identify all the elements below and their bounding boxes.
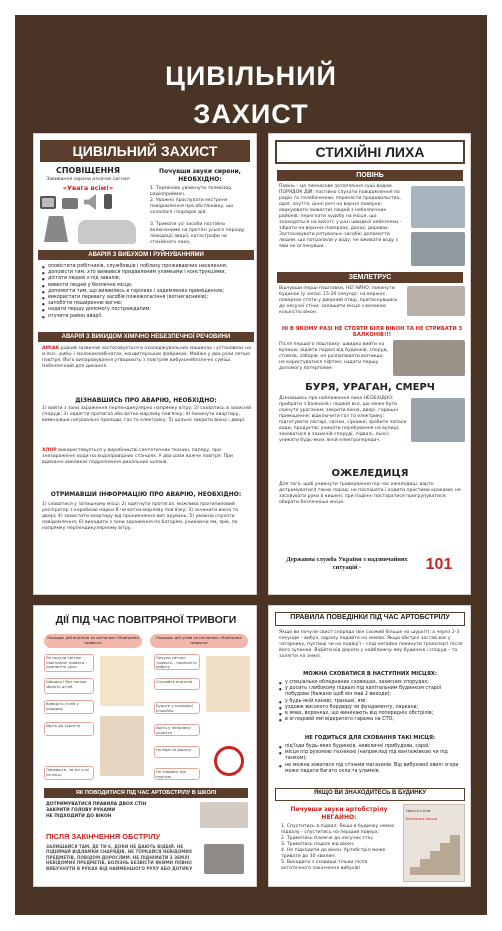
list-item: ● використати перевагу засобів пожежогасіння (вогнегасників);: [42, 295, 252, 301]
list-item: ● надати першу допомогу постраждалим;: [42, 307, 252, 313]
no-shelter-list: [279, 744, 465, 775]
info-title: ОТРИМАВШИ ІНФОРМАЦІЮ ПРО АВАРІЮ, НЕОБХІДНО:: [50, 491, 242, 498]
siren-step-3: 3. Тримати усі засоби постійно включеними на протязі усього періоду ліквідації аварії, катастрофи чи стихійного лиха.: [150, 222, 245, 245]
aware-title: ДІЗНАВШИСЬ ПРО АВАРІЮ, НЕОБХІДНО:: [75, 397, 217, 404]
phone-icon: [104, 194, 112, 209]
school-rule: НЕ ПІДХОДИТИ ДО ВІКОН: [46, 814, 112, 819]
natural-disasters-panel: [268, 133, 471, 595]
chlorine-text: використовується у виробництві синтетичних тканин, паперу, при знезараженні води на водопровідних станціях. У два рази важче повітря. При вдиханні викликає подразнення дихальних шляхів.: [42, 448, 233, 465]
civil-protection-header: ЦИВІЛЬНИЙ ЗАХИСТ: [40, 140, 250, 162]
storm-text: Дізнавшись про наближення лиха НЕОБХІДНО: прибрати з балконів і лоджій все, що може бути скинуто ураганом; закрити вікна, двері, горищні приміщення; відключити газ та електрику; підготувати ліхтарі, свічки, сірники; зробити запаси води, продуктів; уникати перебування на вулиці; заховатися в захисній споруді, підвалі, льосі; уникати будь-яких ліній електропередач.: [279, 396, 407, 443]
school-rules: [46, 802, 196, 820]
siren-step-1: 1. Терміново увімкнути телевізор, радіоприймач.: [150, 186, 233, 197]
student-order-label: Порядок дій учнів за сигналом «Повітряна тривога»: [150, 634, 248, 648]
student-step-6: Не ховайся під партою: [154, 768, 200, 780]
list-item: ● місця під рухомою технікою (наприклад під вантажівкою чи під танком);: [279, 750, 465, 762]
explosion-accident-list: [42, 264, 252, 320]
ammonia-text: рідкий зазвичай застосовується в охолоджувальних машинах і установках на м'ясо-, рибо- і молококомбінатах, кондитерських фабриках. Майже у два рази легше повітря. Його випаровування утворюють з повітрям вибухонебезпечні суміші. Небезпечний для дихання.: [42, 346, 251, 369]
in-building-step-5: 5. Виходити з сховища тільки після остаточного закінчення вибухів!: [281, 860, 368, 871]
title-line-2: ЗАХИСТ: [193, 99, 309, 129]
storm-title: БУРЯ, УРАГАН, СМЕРЧ: [305, 382, 435, 393]
loudspeaker-icon: [84, 194, 96, 210]
chlorine-paragraph: [42, 448, 252, 466]
teacher-step-5: Перевірте, чи всі учні на місці: [44, 766, 94, 780]
school-rule: ДОТРИМУВАТИСЯ ПРАВИЛА ДВОХ СТІН: [46, 802, 147, 807]
chemical-accident-bar: АВАРІЯ З ВИКИДОМ ХІМІЧНО НЕБЕЗПЕЧНОЇ РЕЧОВИНИ: [38, 332, 254, 342]
siren-instructions-title: Почувши звуки сирени, НЕОБХІДНО:: [159, 168, 241, 183]
title-line-1: ЦИВІЛЬНИЙ: [165, 61, 337, 91]
school-shelling-bar: ЯК ПОВОДИТИСЯ ПІД ЧАС АРТОБСТРІЛУ В ШКОЛІ: [44, 788, 248, 798]
student-step-3: Будьте у коридорі спокійно: [154, 702, 200, 714]
class-illustration: [100, 716, 144, 776]
siren-step-2: 2. Уважно прослухати екстрене повідомлення про обстановку, що склалася і порядок дій.: [150, 198, 234, 215]
building-illustration: [403, 804, 465, 882]
safe-place-label: Безпечне місце: [406, 816, 437, 821]
school-shelling-illustration: [200, 802, 248, 828]
teacher-step-2: Швидко і без паніки зберіть дітей: [44, 678, 94, 694]
warning-call: «Увага всім!»: [62, 184, 114, 192]
shell-fragment-image: [204, 844, 244, 874]
in-building-step-1: 1. Спуститись в підвал. Якщо в будинку немає підвалу - спуститись на перший поверх;: [281, 824, 395, 835]
list-item: ● вивести людей у безпечне місце;: [42, 283, 252, 289]
artillery-intro: Якщо ви почули свист снаряда (він схожий більше на шурхіт), а через 2-3 секунди – вибух, одразу падайте на землю. Якщо обстріл застав вас у чагарнику, пустищі чи на подвір'ї – слід негайно покинути транспорт після його зупинки. Відійти від дороги у найближчу яму будинків і споруд – та залягти на землі.: [279, 630, 463, 659]
page-title: [15, 57, 487, 133]
teacher-order-label: Порядок дій вчителя за сигналом «Повітряна тривога»: [44, 634, 142, 648]
teacher-step-4: Йдіть до укриття: [44, 722, 94, 736]
list-item: ● у досить глибокому підвалі під капітальним будинком старої побудови (бажано щоб він мав 2 виходи);: [279, 686, 465, 698]
school-rule: ЗАКРИТИ ГОЛОВУ РУКАМИ: [46, 808, 116, 813]
air-raid-header: ДІЇ ПІД ЧАС ПОВІТРЯНОЇ ТРИВОГИ: [55, 614, 237, 626]
emergency-phone: 101: [425, 556, 453, 573]
artillery-panel: [268, 605, 471, 887]
list-item: ● у спеціально обладнаних сховищах, захисних спорудах;: [279, 680, 465, 686]
emergency-service-name: Державна служба України з надзвичайних ситуацій -: [286, 556, 408, 571]
in-building-step-3: 3. Триматись подалі від вікон;: [281, 842, 355, 847]
warning-subtitle: Завивання сирени означає сигнал: [46, 177, 130, 182]
explosion-accident-bar: АВАРІЯ З ВИБУХОМ І РУЙНУВАННЯМИ: [38, 250, 254, 260]
no-desk-sign-icon: [214, 746, 244, 776]
natural-disasters-header: СТИХІЙНІ ЛИХА: [275, 140, 465, 164]
student-step-4: Йдіть у напрямку укриття: [154, 724, 200, 736]
earthquake-after: Після першого поштовху: швидко вийти на вулицю; відійти подалі від будинків, споруд, стовпів, заборів; не розпалювати вогнища; не користуватися ліфтом; надати першу допомогу потерпілим.: [279, 342, 388, 371]
list-item: ● уздовж високого бордюру чи фундаменту, паркана;: [279, 705, 465, 711]
list-item: ● під'їзди будь-яких будинків, невеличкі прибудови, сараї;: [279, 744, 465, 750]
in-building-step-4: 4. Не підходити до вікон. Артобстріл може тривати до 30 хвилин;: [281, 848, 386, 859]
load-wall-label: Несучі стіни: [406, 808, 431, 813]
artillery-header: ПРАВИЛА ПОВЕДІНКИ ПІД ЧАС АРТОБСТРІЛУ: [275, 612, 465, 626]
earthquake-bar: ЗЕМЛЕТРУС: [277, 272, 463, 283]
earthquake-text: Відчувши перші поштовхи, НЕГАЙНО: покинути будинок (у запасі 15-20 секунд); на верхніх поверхах стати у дверний отвір, притиснувшись до несучої стіни; залишити місця з великою кількістю вікон.: [279, 286, 398, 315]
teacher-step-1: Як почули сигнал повітряної тривоги – припиніть урок: [44, 654, 94, 672]
earthquake-warning: НІ В ЯКОМУ РАЗІ НЕ СТОЯТИ БІЛЯ ВІКОН ТА НЕ СТРИБАТИ З БАЛКОНІВ!!!: [281, 326, 463, 339]
flood-photo: [411, 186, 465, 228]
ice-text: Для того, щоб уникнути травмування під час ожеледиці, варто дотримуватися таких порад: не поспішати і ходити простими кроками; не засовувати руки в кишені; при падінні постаратися пригрупуватися; обирати безпечніше місце.: [279, 482, 461, 505]
list-item: ● не можна ховатися під стінами магазинів. Від вибухової хвилі згори може падати багато скла та уламків.: [279, 763, 465, 775]
police-car-image: [78, 220, 136, 244]
earthquake-photo: [407, 286, 465, 316]
after-shelling-title: ПІСЛЯ ЗАКІНЧЕННЯ ОБСТРІЛУ: [46, 832, 161, 841]
storm-photo: [411, 398, 465, 442]
teacher-step-3: Виведіть учнів у коридор: [44, 700, 94, 714]
student-step-2: Слухайте вчителя: [154, 678, 200, 690]
list-item: ● отучити район аварії.: [42, 314, 252, 320]
list-item: ● оповістити робітників, службовців і поблизу проживаючих населення;: [42, 264, 252, 270]
emergency-service-footer: [281, 554, 461, 584]
list-item: ● запобігти поширенню вогню;: [42, 301, 252, 307]
flood-bar: ПОВІНЬ: [277, 170, 463, 181]
no-shelter-title: НЕ ГОДИТЬСЯ ДЛЯ СХОВАННЯ ТАКІ МІСЦЯ:: [304, 735, 436, 741]
flood-photo-2: [411, 232, 465, 266]
student-step-5: Не йди на дорогу: [154, 746, 200, 758]
flood-text: Повінь – це тимчасове затоплення суші водою. ПОРЯДОК ДІЙ: постійно слухати повідомлення по радіо та телебаченню; перенести продовольство, одяг, взуття, цінні речі на верхні поверхи; евакуювати (вивести) людей з небезпечних районів; перегнати худобу на місця, що знаходяться на висоті; у разі швидкої небезпеки - зібрати на верхніх поверхах, дахах, деревах. Застосовувати рятувальні засоби; допомогти людям, що потрапили у воду; не вживати воду з ями не оглянувши.: [279, 184, 402, 249]
ice-title: ОЖЕЛЕДИЦЯ: [331, 468, 409, 479]
tv-icon: [40, 196, 56, 209]
list-item: ● в ямах, воронках, що виникають від попередніх обстрілів;: [279, 711, 465, 717]
info-text: 1) сховатися у затишному місці; 2) одягнути протигаз, можливо протипиловий респіратор з коробкою марки В чи ватно-марлеву пов'язку; 3) зачинити вікна та двері; 4) захистити квартиру від проникнення вип арувань; 5) уважно слухати повідомлення; 6) виходити з зони зараження по батарям, уникаючи ям, ярів, по напрямку перпендикулярному вітру.: [42, 502, 239, 531]
staircase-shape: [410, 835, 460, 875]
radio-icon: [62, 198, 78, 209]
list-item: ● допомогти тим, що виявились в горілках і задимлених приміщеннях;: [42, 289, 252, 295]
earthquake-crack-photo: [393, 340, 465, 376]
in-building-step-2: 2. Триматись ближче до несучих стін;: [281, 836, 374, 841]
shelter-list: [279, 680, 465, 723]
in-building-red-title: Почувши звуки артобстрілу НЕГАЙНО:: [290, 806, 388, 821]
chlorine-label: ХЛОР: [42, 448, 57, 453]
list-item: ● доповісти тим, хто виявився придавленим уламками і конструкціями;: [42, 270, 252, 276]
stand-board: [15, 15, 487, 915]
teacher-illustration: [100, 656, 144, 706]
air-raid-panel: [33, 605, 257, 887]
student-step-1: Почули сигнал тривоги – припиніть роботу: [154, 654, 200, 670]
civil-protection-panel: [33, 133, 257, 595]
siren-icon: [44, 216, 68, 242]
warning-title: СПОВІЩЕННЯ: [55, 166, 121, 175]
aware-text: 1) вийти з зони зараження перпендикулярно напрямку вітру; 2) сховатись в захисній споруді; 3) надягти протигаз або ватно-марлеву пов'язку; 4) покинути квартиру, вимкнувши нагрівальні прилади, газ та електрику; 5) щільно закрити вікна і двері.: [42, 406, 252, 423]
list-item: ● дістати людей з-під завалів;: [42, 276, 252, 282]
after-shelling-text: ЗАЛИШАЙСЯ ТАМ, ДЕ ТИ Є, ДОКИ НЕ ДАЮТЬ ВІДБІЙ. НЕ ПІДІЙМАЙ ВІДЛАМКИ СНАРЯДІВ. НЕ ТОРКАЙСЯ НЕВІДОМИХ ПРЕДМЕТІВ, ПОВІДОМ ДОРОСЛИМ. НЕ ПІДНІМАТИ З ЗЕМЛІ НЕВІДОМИХ ПРЕДМЕТІВ, БОЛІЗНЬ БЕЗВІСТИ ЯКИМИ ПОВНО ВИБУХНУТИ В РУКАХ ВІД НАЙМЕНШОГО РУХУ АБО ДОТИКУ: [46, 844, 193, 871]
list-item: ● в оглядовій ямі відкритого гаража на СТО;: [279, 717, 465, 723]
ammonia-label: АМІАК: [42, 346, 60, 351]
students-illustration: [206, 656, 250, 712]
ammonia-paragraph: [42, 346, 252, 370]
list-item: ● у будь-якій канаві, траншеї, ямі;: [279, 699, 465, 705]
in-building-header: ЯКЩО ВИ ЗНАХОДИТЕСЬ В БУДИНКУ: [275, 788, 465, 801]
shelter-title: МОЖНА СХОВАТИСЯ В НАСТУПНИХ МІСЦЯХ:: [303, 671, 437, 677]
